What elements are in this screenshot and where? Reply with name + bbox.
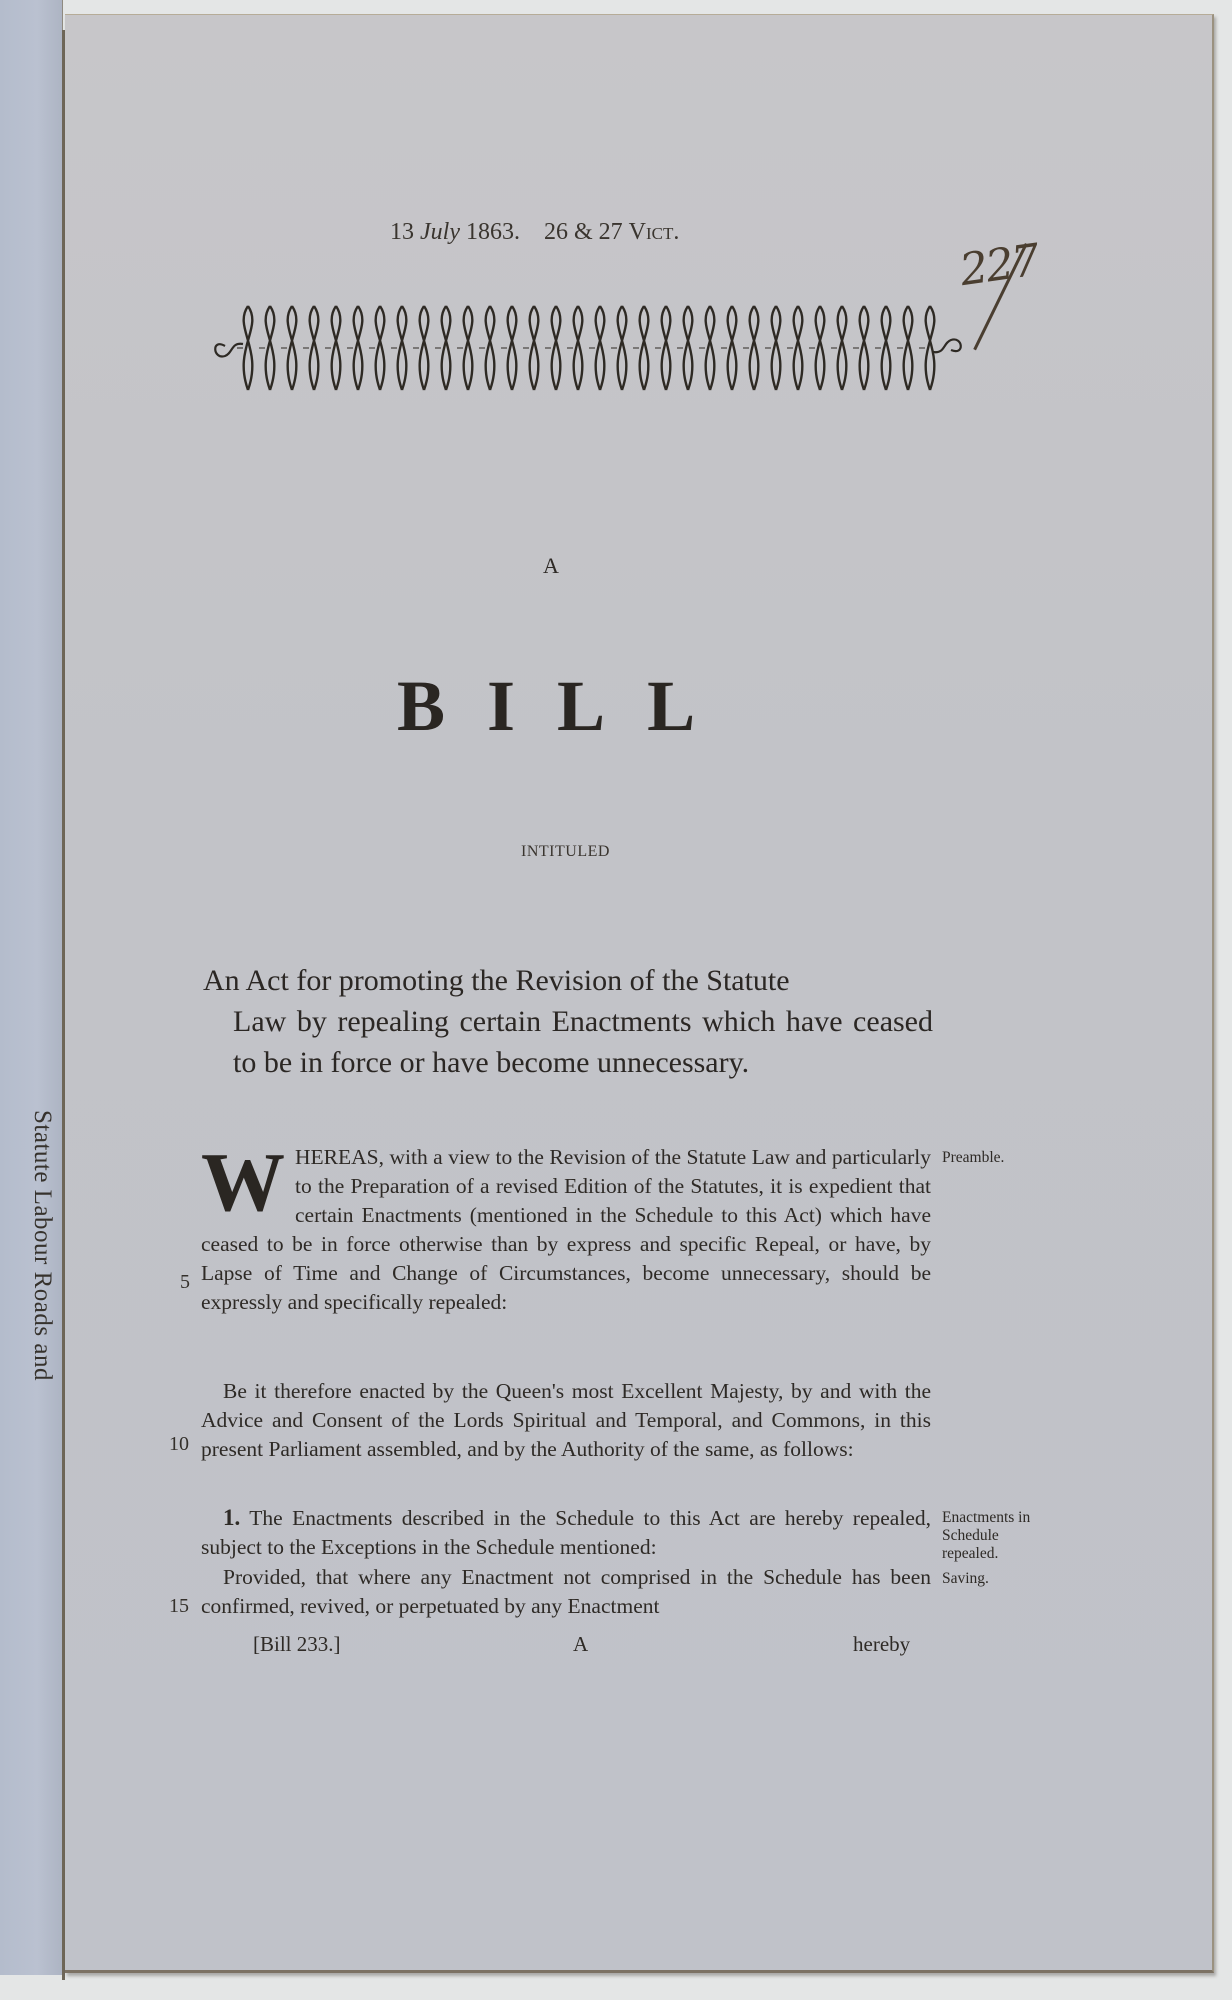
header-monarch: Vict. xyxy=(628,219,680,245)
catchword: hereby xyxy=(853,1632,911,1656)
margin-note-section-1: Enactments in Schedule repealed. xyxy=(942,1509,1031,1562)
drop-cap: W xyxy=(201,1136,285,1229)
enacting-clause: Be it therefore enacted by the Queen's most Excellent Majesty, by and with the Advice and Consent of the Lords Spiritual and Temporal, and Commons, in this present Parliament assembled, and by the Authority of the same, as follows: xyxy=(201,1379,931,1461)
header-day: 13 xyxy=(390,219,414,245)
facing-page xyxy=(0,0,63,1975)
header-month: July xyxy=(420,219,460,245)
running-title: Statute Labour Roads and xyxy=(29,1110,56,1381)
title-article-text: A xyxy=(543,553,559,578)
bill-number: [Bill 233.] xyxy=(253,1632,341,1656)
header-regnal-years: 26 & 27 xyxy=(543,219,623,245)
line-number-5: 5 xyxy=(180,1271,190,1293)
act-long-title xyxy=(203,960,933,1083)
bill-heading: BILL xyxy=(397,666,738,746)
proviso-text: Provided, that where any Enactment not comprised in the Schedule has been confirmed, revived, or perpetuated by any Enactment xyxy=(201,1565,931,1618)
handwritten-folio-number: 227 xyxy=(956,234,1042,297)
line-number-15: 15 xyxy=(169,1595,189,1617)
margin-note-preamble: Preamble. xyxy=(942,1149,1005,1166)
act-title-continuation: Law by repealing certain Enactments which have ceased to be in force or have become unnecessary. xyxy=(233,1005,933,1079)
intituled-label: INTITULED xyxy=(521,843,610,860)
preamble-text: HEREAS, with a view to the Revision of the Statute Law and particularly to the Preparation of a revised Edition of the Statutes, it is expedient that certain Enactments (mentioned in the Schedule to this Act) which have ceased to be in force otherwise than by express and specific Repeal, or have, by Lapse of Time and Change of Circumstances, become unnecessary, should be expressly and specifically repealed: xyxy=(201,1145,931,1314)
header-year: 1863. xyxy=(465,219,520,245)
act-title-first-line: An Act for promoting the Revision of the Statute xyxy=(203,964,790,997)
preamble-paragraph xyxy=(201,1136,931,1317)
line-number-10: 10 xyxy=(169,1433,189,1455)
document-page xyxy=(65,14,1214,1973)
margin-note-saving: Saving. xyxy=(942,1570,989,1587)
ornamental-rule-icon xyxy=(203,298,973,398)
section-1-text: The Enactments described in the Schedule to this Act are hereby repealed, subject to the Exceptions in the Schedule mentioned: xyxy=(201,1506,931,1559)
section-number: 1. xyxy=(223,1505,241,1530)
signature-mark: A xyxy=(573,1632,589,1656)
section-1 xyxy=(201,1503,931,1562)
proviso-paragraph xyxy=(201,1563,931,1621)
